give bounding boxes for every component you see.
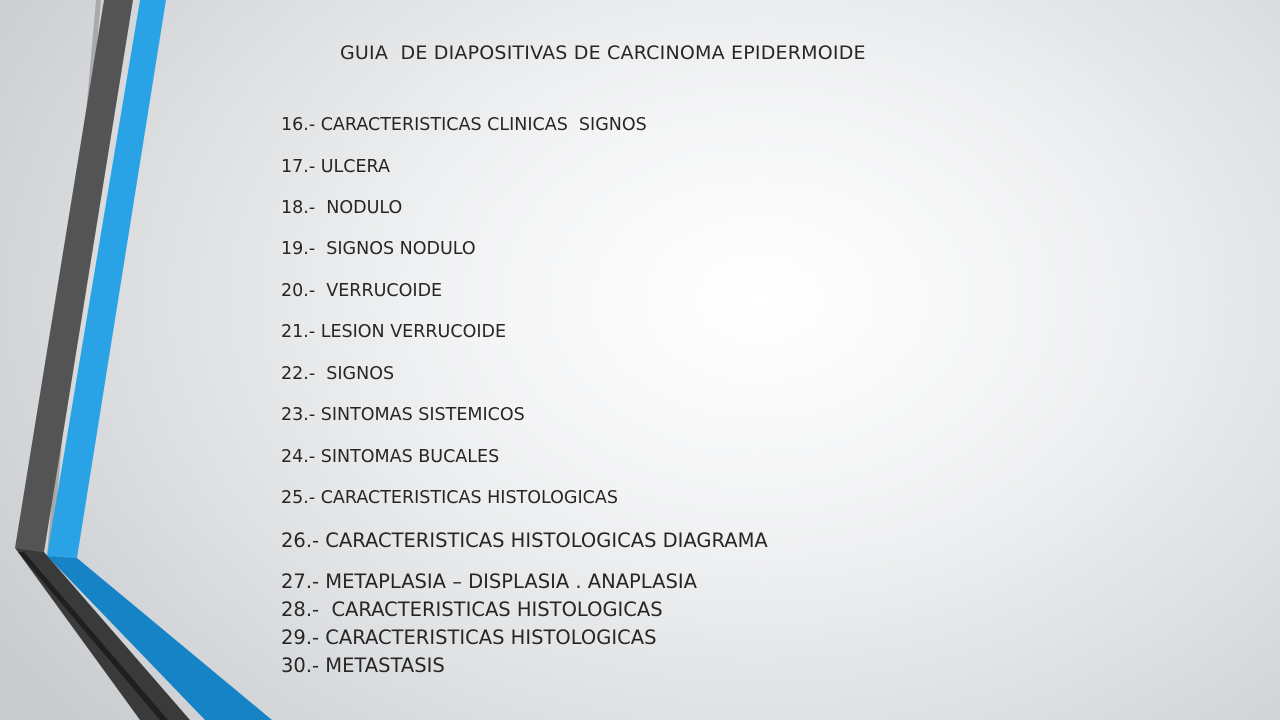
list-item: 27.- METAPLASIA – DISPLASIA . ANAPLASIA <box>281 570 697 593</box>
list-item: 22.- SIGNOS <box>281 364 395 384</box>
list-item: 28.- CARACTERISTICAS HISTOLOGICAS <box>281 598 663 621</box>
list-item: 26.- CARACTERISTICAS HISTOLOGICAS DIAGRAMA <box>281 529 768 552</box>
list-item: 30.- METASTASIS <box>281 654 445 677</box>
list-item: 17.- ULCERA <box>281 157 390 177</box>
slide-title: GUIA DE DIAPOSITIVAS DE CARCINOMA EPIDERMOIDE <box>340 42 866 64</box>
list-item: 16.- CARACTERISTICAS CLINICAS SIGNOS <box>281 115 647 135</box>
list-item: 25.- CARACTERISTICAS HISTOLOGICAS <box>281 488 618 508</box>
list-item: 21.- LESION VERRUCOIDE <box>281 322 507 342</box>
list-item: 23.- SINTOMAS SISTEMICOS <box>281 405 525 425</box>
list-item: 20.- VERRUCOIDE <box>281 281 443 301</box>
list-item: 19.- SIGNOS NODULO <box>281 239 476 259</box>
list-item: 18.- NODULO <box>281 198 403 218</box>
list-item: 29.- CARACTERISTICAS HISTOLOGICAS <box>281 626 657 649</box>
list-item: 24.- SINTOMAS BUCALES <box>281 447 500 467</box>
